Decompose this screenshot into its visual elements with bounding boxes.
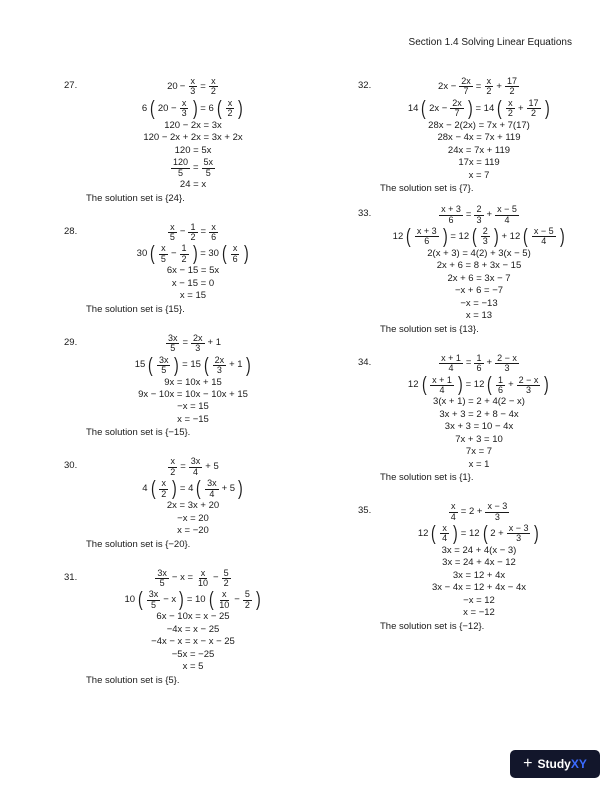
equation-step: 2x + 6 = 3x − 7 [447, 272, 511, 284]
equation-step: x = 13 [465, 310, 493, 322]
fraction: $\frac{x - 5}{4}$ [533, 226, 554, 247]
fraction: $\frac{1}{2}$ [181, 243, 187, 264]
plus-icon: + [523, 755, 533, 772]
equation-step: 12 ( $\frac{x}{4}$ ) = 12 ( 2 + $\frac{x - 3}{3}$ ) [417, 522, 540, 545]
problem-number: 35. [358, 505, 372, 517]
fraction: $\frac{x}{4}$ [442, 523, 448, 544]
solution-set: The solution set is {15}. [86, 303, 185, 315]
equation-step: 10 ( $\frac{3x}{5}$ − x ) = 10 ( $\frac{x}{10}$ − $\frac{5}{2}$ ) [124, 589, 261, 612]
fraction: $\frac{1}{6}$ [476, 352, 482, 373]
equation-step: $\frac{x + 1}{4}$ = $\frac{1}{6}$ + $\frac{2 - x}{3}$ [441, 352, 517, 373]
equation-step: 2x + 6 = 8 + 3x − 15 [436, 260, 522, 272]
solution-set: The solution set is {1}. [380, 472, 474, 484]
equation-step: 3x = 12 + 4x [452, 569, 506, 581]
equation-step: $\frac{x}{5}$ − $\frac{1}{2}$ = $\frac{x}{6}$ [169, 221, 217, 242]
equation-step: x = 5 [182, 661, 204, 673]
fraction: $\frac{x}{6}$ [211, 221, 217, 242]
studyxy-logo [510, 750, 600, 778]
equation-step: 14 ( 2x − $\frac{2x}{7}$ ) = 14 ( $\frac{x}{2}$ + $\frac{17}{2}$ ) [407, 97, 550, 120]
fraction: $\frac{2 - x}{3}$ [518, 374, 539, 395]
equation-step: −x = 12 [463, 594, 495, 606]
problem-number: 30. [64, 460, 78, 472]
equation-step: 3(x + 1) = 2 + 4(2 − x) [433, 396, 525, 408]
fraction: $\frac{5}{2}$ [223, 567, 229, 588]
equation-step: −4x = x − 25 [166, 623, 220, 635]
fraction: $\frac{x}{3}$ [190, 76, 196, 97]
solution-set: The solution set is {24}. [86, 192, 185, 204]
equation-step: $\frac{3x}{5}$ = $\frac{2x}{3}$ + 1 [167, 332, 222, 354]
equation-step: 120 − 2x + 2x = 3x + 2x [143, 132, 243, 144]
fraction: $\frac{3x}{4}$ [207, 478, 217, 499]
problem-28 [64, 223, 300, 315]
equation-step: 6x − 15 = 5x [166, 265, 220, 277]
equation-step: 30 ( $\frac{x}{5}$ − $\frac{1}{2}$ ) = 30 ( $\frac{x}{6}$ ) [136, 243, 249, 266]
equation-step: 2(x + 3) = 4(2) + 3(x − 5) [427, 247, 531, 259]
equation-step: 28x − 2(2x) = 7x + 7(17) [428, 119, 530, 131]
fraction: $\frac{1}{6}$ [498, 374, 504, 395]
equation-step: 17x = 119 [458, 157, 500, 169]
fraction: $\frac{x}{4}$ [450, 501, 456, 522]
fraction: $\frac{x}{2}$ [227, 97, 233, 119]
problem-32 [358, 77, 578, 194]
fraction: $\frac{x + 3}{6}$ [416, 226, 437, 247]
fraction: $\frac{2}{3}$ [476, 204, 482, 225]
equation-step: x = −20 [177, 525, 209, 537]
equation-step: $\frac{x + 3}{6}$ = $\frac{2}{3}$ + $\frac{x - 5}{4}$ [441, 204, 517, 225]
fraction: $\frac{5}{2}$ [244, 589, 250, 610]
fraction: $\frac{3x}{5}$ [148, 589, 159, 610]
equation-step: 9x − 10x = 10x − 10x + 15 [138, 389, 248, 400]
equation-step: x = −15 [177, 413, 209, 425]
equation-step: x = 1 [468, 458, 490, 470]
fraction: $\frac{x - 5}{4}$ [497, 204, 517, 225]
fraction: $\frac{x}{2}$ [507, 97, 513, 119]
fraction: $\frac{x - 3}{3}$ [508, 523, 529, 544]
equation-step: −x = 20 [177, 512, 209, 524]
equation-step: 28x − 4x = 7x + 119 [437, 132, 521, 144]
equation-step: $\frac{3x}{5}$ − x = $\frac{x}{10}$ − $\frac{5}{2}$ [157, 567, 229, 588]
problem-29 [64, 334, 300, 439]
fraction: $\frac{x}{5}$ [160, 243, 166, 264]
equation-step: x = −12 [463, 607, 495, 619]
equation-step: $\frac{120}{5}$ = $\frac{5x}{5}$ [172, 157, 214, 178]
problem-number: 31. [64, 571, 78, 583]
problem-30 [64, 457, 300, 549]
equation-step: 3x + 3 = 10 − 4x [444, 421, 514, 433]
problem-33 [358, 205, 578, 335]
fraction: $\frac{x}{5}$ [169, 221, 175, 242]
equation-step: 24 = x [179, 179, 207, 191]
problem-27 [64, 77, 300, 204]
equation-step: 12 ( $\frac{x + 3}{6}$ ) = 12 ( $\frac{2}{3}$ ) + 12 ( $\frac{x - 5}{4}$ ) [392, 225, 565, 248]
equation-step: 2x = 3x + 20 [166, 500, 220, 512]
problem-number: 32. [358, 80, 372, 91]
equation-step: 3x − 4x = 12 + 4x − 4x [431, 582, 526, 594]
problem-number: 34. [358, 356, 372, 368]
equation-step: 6 ( 20 − $\frac{x}{3}$ ) = 6 ( $\frac{x}{2}$ ) [141, 97, 244, 120]
fraction: $\frac{x}{2}$ [170, 456, 176, 477]
equation-step: 12 ( $\frac{x + 1}{4}$ ) = 12 ( $\frac{1}{6}$ + $\frac{2 - x}{3}$ ) [407, 374, 550, 397]
equation-step: x − 15 = 0 [171, 277, 215, 289]
equation-step: −x + 6 = −7 [454, 285, 504, 297]
equation-step: $\frac{x}{4}$ = 2 + $\frac{x - 3}{3}$ [450, 501, 508, 522]
left-column [64, 76, 300, 686]
fraction: $\frac{2x}{3}$ [193, 332, 203, 354]
fraction: $\frac{x}{6}$ [232, 243, 238, 264]
fraction: $\frac{3x}{5}$ [157, 567, 167, 588]
fraction: $\frac{x}{2}$ [486, 76, 492, 97]
fraction: $\frac{x}{2}$ [161, 478, 167, 499]
equation-step: 120 = 5x [174, 144, 212, 156]
fraction: $\frac{x}{2}$ [210, 76, 216, 97]
logo-text-study: Study [537, 757, 571, 771]
fraction: $\frac{120}{5}$ [172, 157, 188, 178]
equation-step: x = 15 [179, 290, 207, 302]
problem-number: 29. [64, 336, 78, 348]
solution-set: The solution set is {7}. [380, 183, 474, 195]
equation-step: 7x = 7 [465, 446, 493, 458]
fraction: $\frac{x - 3}{3}$ [487, 501, 508, 522]
problem-number: 28. [64, 225, 78, 237]
equation-step: 20 − $\frac{x}{3}$ = $\frac{x}{2}$ [167, 76, 216, 97]
fraction: $\frac{2}{3}$ [482, 226, 488, 247]
right-column [358, 76, 578, 632]
fraction: $\frac{x}{3}$ [181, 97, 187, 119]
fraction: $\frac{2x}{7}$ [461, 76, 471, 97]
equation-step: 6x − 10x = x − 25 [156, 611, 230, 623]
fraction: $\frac{2 - x}{3}$ [497, 352, 517, 373]
fraction: $\frac{2x}{3}$ [214, 354, 225, 376]
equation-step: $\frac{x}{2}$ = $\frac{3x}{4}$ + 5 [170, 456, 219, 477]
solution-set: The solution set is {5}. [86, 674, 180, 686]
equation-step: 3x = 24 + 4x − 12 [442, 557, 516, 569]
equation-step: 2x − $\frac{2x}{7}$ = $\frac{x}{2}$ + $\frac{17}{2}$ [438, 76, 517, 97]
problem-number: 33. [358, 208, 372, 220]
fraction: $\frac{3x}{4}$ [190, 456, 201, 477]
solution-set: The solution set is {−15}. [86, 427, 191, 439]
problem-31 [64, 569, 300, 686]
equation-step: 3x + 3 = 2 + 8 − 4x [439, 408, 519, 420]
fraction: $\frac{2x}{7}$ [452, 97, 462, 119]
fraction: $\frac{x + 3}{6}$ [441, 204, 461, 225]
logo-text-xy: XY [570, 757, 587, 771]
equation-step: 4 ( $\frac{x}{2}$ ) = 4 ( $\frac{3x}{4}$ + 5 ) [142, 478, 243, 501]
fraction: $\frac{x}{10}$ [219, 589, 230, 610]
problem-34 [358, 354, 578, 484]
fraction: $\frac{x}{10}$ [198, 567, 209, 588]
fraction: $\frac{3x}{5}$ [158, 354, 169, 376]
equation-step: 9x = 10x + 15 [164, 376, 222, 388]
solution-set: The solution set is {13}. [380, 323, 479, 335]
fraction: $\frac{x + 1}{4}$ [441, 352, 461, 373]
fraction: $\frac{17}{2}$ [506, 76, 517, 97]
solution-set: The solution set is {−12}. [380, 620, 485, 632]
problem-35 [358, 502, 578, 632]
equation-step: 7x + 3 = 10 [455, 433, 503, 445]
fraction: $\frac{1}{2}$ [190, 221, 196, 242]
equation-step: −x = −13 [460, 297, 498, 309]
equation-step: 24x = 7x + 119 [447, 144, 511, 156]
equation-step: 15 ( $\frac{3x}{5}$ ) = 15 ( $\frac{2x}{3}$ + 1 ) [134, 354, 251, 377]
fraction: $\frac{3x}{5}$ [167, 332, 178, 354]
equation-step: x = 7 [468, 169, 490, 181]
fraction: $\frac{5x}{5}$ [203, 157, 214, 178]
fraction: $\frac{x + 1}{4}$ [432, 374, 452, 395]
equation-step: −x = 15 [177, 401, 209, 413]
equation-step: −4x − x = x − x − 25 [151, 636, 235, 648]
equation-step: −5x = −25 [171, 648, 215, 660]
section-header: Section 1.4 Solving Linear Equations [408, 37, 572, 48]
solution-set: The solution set is {−20}. [86, 538, 191, 550]
equation-step: 120 − 2x = 3x [164, 119, 222, 131]
equation-step: 3x = 24 + 4(x − 3) [441, 544, 517, 556]
problem-number: 27. [64, 80, 78, 91]
fraction: $\frac{17}{2}$ [528, 97, 539, 119]
